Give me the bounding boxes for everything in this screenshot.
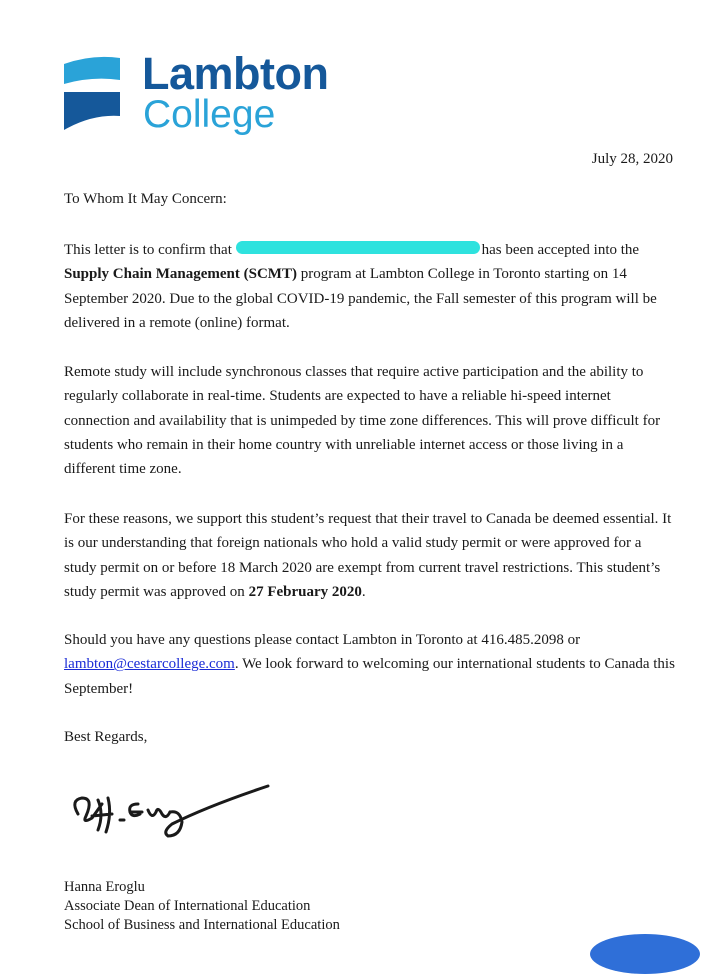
- redacted-student-name: [236, 241, 480, 254]
- paragraph-text: Should you have any questions please contact Lambton in Toronto at 416.485.2098 or: [64, 632, 581, 648]
- corner-overlay-shape: [590, 934, 700, 974]
- handwritten-signature: [68, 770, 278, 846]
- lambton-shield-icon: [62, 54, 122, 130]
- signatory-name: Hanna Eroglu: [64, 879, 145, 895]
- paragraph-text: program at Lambton College in Toronto starting on 14 September 2020. Due to the global COVID-19 pandemic, the Fall semester of this program will be delivered in a remote (online) format.: [64, 266, 657, 331]
- paragraph-confirmation: [64, 238, 676, 335]
- signatory-department: School of Business and International Education: [64, 917, 340, 933]
- paragraph-remote-study: Remote study will include synchronous classes that require active participation and the ability to regularly collaborate in real-time. Students are expected to have a reliable hi-speed internet connection and availability that is unimpeded by time zone differences. This will prove difficult for students who remain in their home country with unreliable internet access or those living in a different time zone.: [64, 364, 661, 478]
- program-name: Supply Chain Management (SCMT): [64, 266, 297, 283]
- college-logo: [62, 50, 362, 140]
- logo-wordmark-lambton: Lambton: [142, 48, 329, 99]
- signatory-title: Associate Dean of International Education: [64, 898, 311, 914]
- signatory-block: [64, 878, 340, 935]
- letter-date: July 28, 2020: [591, 151, 673, 167]
- logo-wordmark-college: College: [143, 93, 276, 136]
- paragraph-travel-reasons: [64, 507, 676, 604]
- paragraph-text: For these reasons, we support this student’s request that their travel to Canada be deemed essential. It is our understanding that foreign nationals who hold a valid study permit or were approved for a study permit on or before 18 March 2020 are exempt from current travel restrictions. This student’s study permit was approved on: [64, 511, 672, 600]
- paragraph-contact: [64, 628, 676, 701]
- paragraph-text: This letter is to confirm that: [64, 242, 232, 258]
- contact-email-link[interactable]: lambton@cestarcollege.com: [64, 656, 235, 673]
- permit-approval-date: 27 February 2020: [248, 583, 362, 600]
- closing-salutation: Best Regards,: [64, 729, 148, 745]
- paragraph-text: .: [361, 583, 366, 600]
- paragraph-text: has been accepted into the: [481, 242, 640, 258]
- greeting: To Whom It May Concern:: [64, 191, 227, 207]
- paragraph-text: . We look forward to welcoming our international students to Canada this September!: [64, 656, 675, 697]
